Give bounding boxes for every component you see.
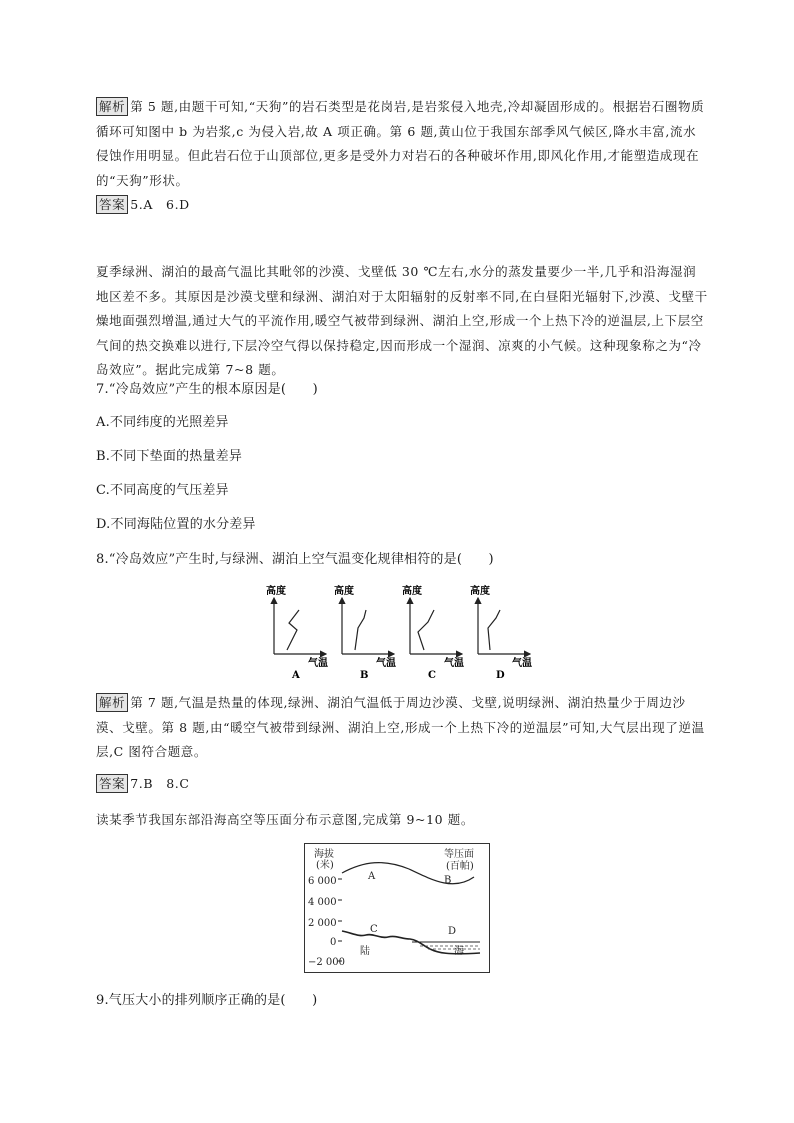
answer-tag: 答案 <box>96 195 128 214</box>
panel-d <box>470 584 532 680</box>
panel-b-xlabel: 气温 <box>376 658 396 669</box>
fig2-label-b: B <box>444 875 452 886</box>
question-9-stem: 9.气压大小的排列顺序正确的是( ) <box>96 993 318 1008</box>
answer-text: 7.B 8.C <box>130 776 190 791</box>
panel-c <box>402 584 464 680</box>
analysis-tag: 解析 <box>96 693 128 712</box>
fig2-ytick-0: 0 <box>330 937 337 948</box>
fig2-ylabel-2: (米) <box>316 860 334 871</box>
analysis-text: 第 7 题,气温是热量的体现,绿洲、湖泊气温低于周边沙漠、戈壁,说明绿洲、湖泊热量少于周边沙漠、戈壁。第 8 题,由“暖空气被带到绿洲、湖泊上空,形成一个上热下冷的逆温层”可知,大气层出现了逆温层,C 图符合题意。 <box>96 695 705 759</box>
temperature-profile-figure <box>262 580 534 680</box>
panel-a-xlabel: 气温 <box>308 658 328 669</box>
answer-5-6 <box>96 193 708 218</box>
panel-a-letter: A <box>292 670 300 680</box>
panel-a-ylabel: 高度 <box>266 586 286 597</box>
fig2-sea-label: 海 <box>454 946 464 957</box>
fig2-ytick-6000: 6 000 <box>308 876 337 887</box>
fig2-legend-2: (百帕) <box>446 861 474 872</box>
analysis-5-6 <box>96 95 708 193</box>
fig2-ytick-2000: 2 000 <box>308 918 337 929</box>
question-7-option-a: A.不同纬度的光照差异 <box>96 415 229 430</box>
fig2-label-d: D <box>448 926 457 937</box>
panel-c-ylabel: 高度 <box>402 586 422 597</box>
panel-b-letter: B <box>360 670 369 680</box>
fig2-label-c: C <box>370 924 378 935</box>
isobaric-surface-figure <box>304 843 490 973</box>
panel-b-ylabel: 高度 <box>334 586 354 597</box>
question-7-option-c: C.不同高度的气压差异 <box>96 483 229 498</box>
analysis-text: 第 5 题,由题干可知,“天狗”的岩石类型是花岗岩,是岩浆侵入地壳,冷却凝固形成的。根据岩石圈物质循环可知图中 b 为岩浆,c 为侵入岩,故 A 项正确。第 6 题,黄山位于我国东部季风气候区,降水丰富,流水侵蚀作用明显。但此岩石位于山顶部位,更多是受外力对岩石的各种破坏作用,即风化作用,才能塑造成现在的“天狗”形状。 <box>96 99 705 188</box>
question-7-option-b: B.不同下垫面的热量差异 <box>96 449 243 464</box>
panel-b <box>334 584 396 680</box>
fig2-ytick-4000: 4 000 <box>308 897 337 908</box>
panel-c-xlabel: 气温 <box>444 658 464 669</box>
question-7-stem: 7.“冷岛效应”产生的根本原因是( ) <box>96 382 318 397</box>
panel-d-letter: D <box>496 670 505 680</box>
passage-7-8: 夏季绿洲、湖泊的最高气温比其毗邻的沙漠、戈壁低 30 ℃左右,水分的蒸发量要少一半,几乎和沿海湿润地区差不多。其原因是沙漠戈壁和绿洲、湖泊对于太阳辐射的反射率不同,在白昼阳光辐射下,沙漠、戈壁干燥地面强烈增温,通过大气的平流作用,暖空气被带到绿洲、湖泊上空,形成一个上热下冷的逆温层,上下层空气间的热交换难以进行,下层冷空气得以保持稳定,因而形成一个湿润、凉爽的小气候。这种现象称之为“冷岛效应”。据此完成第 7~8 题。 <box>96 264 708 377</box>
fig2-ylabel-1: 海拔 <box>314 849 334 860</box>
question-8-stem: 8.“冷岛效应”产生时,与绿洲、湖泊上空气温变化规律相符的是( ) <box>96 552 494 567</box>
analysis-tag: 解析 <box>96 97 128 116</box>
passage-9-10: 读某季节我国东部沿海高空等压面分布示意图,完成第 9~10 题。 <box>96 812 474 827</box>
panel-d-ylabel: 高度 <box>470 586 490 597</box>
answer-tag: 答案 <box>96 774 128 793</box>
panel-c-letter: C <box>428 670 436 680</box>
fig2-legend-1: 等压面 <box>444 849 474 860</box>
question-7-option-d: D.不同海陆位置的水分差异 <box>96 517 256 532</box>
panel-a <box>266 584 328 680</box>
answer-7-8 <box>96 772 708 797</box>
fig2-label-a: A <box>368 871 376 882</box>
fig2-ytick-minus2000: −2 000 <box>308 957 346 968</box>
answer-text: 5.A 6.D <box>130 197 190 212</box>
panel-d-xlabel: 气温 <box>512 658 532 669</box>
analysis-7-8 <box>96 691 708 765</box>
fig2-land-label: 陆 <box>360 946 370 957</box>
